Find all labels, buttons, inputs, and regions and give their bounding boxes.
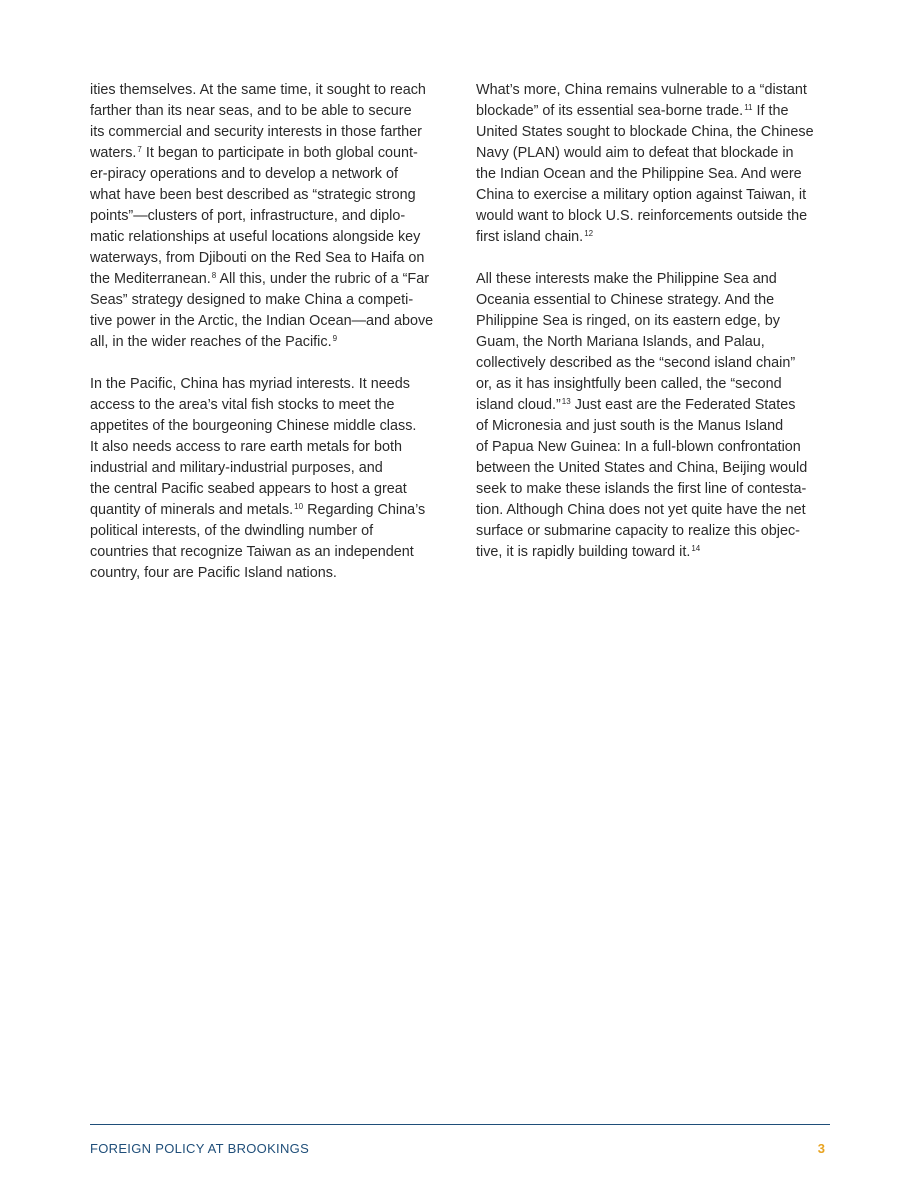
text-line: What’s more, China remains vulnerable to a “distant <box>476 82 807 98</box>
text-line: or, as it has insightfully been called, the “second <box>476 376 782 392</box>
paragraph <box>476 269 832 563</box>
paragraph-gap <box>476 248 832 269</box>
right-column <box>476 80 832 563</box>
text-fragment: Just east are the Federated States <box>570 397 796 413</box>
text-line <box>90 500 446 521</box>
text-line: what have been best described as “strategic strong <box>90 187 416 203</box>
text-fragment: waters. <box>90 145 137 161</box>
text-line: access to the area’s vital fish stocks to meet the <box>90 397 395 413</box>
text-fragment: the Mediterranean. <box>90 271 211 287</box>
text-line <box>90 143 446 164</box>
text-line: China to exercise a military option against Taiwan, it <box>476 187 807 203</box>
text-line: political interests, of the dwindling number of <box>90 523 374 539</box>
text-line: would want to block U.S. reinforcements outside the <box>476 208 808 224</box>
text-line: It also needs access to rare earth metals for both <box>90 439 402 455</box>
text-fragment: first island chain. <box>476 229 584 245</box>
text-line: matic relationships at useful locations alongside key <box>90 229 421 245</box>
text-line: United States sought to blockade China, the Chinese <box>476 124 814 140</box>
text-line: of Micronesia and just south is the Manus Island <box>476 418 784 434</box>
footer-divider <box>90 1124 830 1125</box>
text-fragment: blockade” of its essential sea-borne trade. <box>476 103 744 119</box>
footnote-ref: 10 <box>294 502 304 511</box>
footnote-ref: 11 <box>744 103 753 112</box>
text-line: tion. Although China does not yet quite have the net <box>476 502 806 518</box>
left-column <box>90 80 446 584</box>
text-line: Oceania essential to Chinese strategy. And the <box>476 292 775 308</box>
text-line: points”—clusters of port, infrastructure, and diplo- <box>90 208 406 224</box>
text-fragment: all, in the wider reaches of the Pacific. <box>90 334 332 350</box>
text-line: countries that recognize Taiwan as an independent <box>90 544 414 560</box>
text-line: between the United States and China, Beijing would <box>476 460 808 476</box>
paragraph <box>90 80 446 353</box>
text-line: ities themselves. At the same time, it sought to reach <box>90 82 426 98</box>
text-line <box>476 395 832 416</box>
text-line: industrial and military-industrial purposes, and <box>90 460 383 476</box>
text-line: Navy (PLAN) would aim to defeat that blockade in <box>476 145 794 161</box>
text-line <box>90 332 446 353</box>
text-line: Guam, the North Mariana Islands, and Palau, <box>476 334 765 350</box>
text-line: of Papua New Guinea: In a full-blown confrontation <box>476 439 801 455</box>
text-fragment: If the <box>752 103 789 119</box>
text-line: All these interests make the Philippine Sea and <box>476 271 777 287</box>
paragraph <box>476 80 832 248</box>
footnote-ref: 13 <box>561 397 571 406</box>
text-line: tive power in the Arctic, the Indian Ocean—and above <box>90 313 434 329</box>
text-line <box>90 269 446 290</box>
text-line: collectively described as the “second island chain” <box>476 355 796 371</box>
text-line <box>476 542 832 563</box>
footer-publication-label: FOREIGN POLICY AT BROOKINGS <box>90 1141 310 1156</box>
text-line: er-piracy operations and to develop a network of <box>90 166 398 182</box>
paragraph-gap <box>90 353 446 374</box>
text-line: waterways, from Djibouti on the Red Sea to Haifa on <box>90 250 425 266</box>
text-line: the central Pacific seabed appears to host a great <box>90 481 407 497</box>
text-fragment: tive, it is rapidly building toward it. <box>476 544 691 560</box>
footnote-ref: 9 <box>332 334 338 343</box>
text-line: In the Pacific, China has myriad interests. It needs <box>90 376 410 392</box>
text-line: Philippine Sea is ringed, on its eastern edge, by <box>476 313 780 329</box>
text-line: its commercial and security interests in those farther <box>90 124 422 140</box>
paragraph <box>90 374 446 584</box>
text-line: the Indian Ocean and the Philippine Sea. And were <box>476 166 802 182</box>
footnote-ref: 7 <box>137 145 142 154</box>
footnote-ref: 12 <box>584 229 594 238</box>
text-line: country, four are Pacific Island nations. <box>90 565 337 581</box>
page-number: 3 <box>817 1141 825 1156</box>
text-fragment: Regarding China’s <box>303 502 426 518</box>
text-line <box>476 227 832 248</box>
text-line: seek to make these islands the first line of contesta- <box>476 481 807 497</box>
footnote-ref: 8 <box>211 271 217 280</box>
text-line: surface or submarine capacity to realize this objec- <box>476 523 800 539</box>
text-line <box>476 101 832 122</box>
text-fragment: All this, under the rubric of a “Far <box>216 271 430 287</box>
text-line: Seas” strategy designed to make China a competi- <box>90 292 414 308</box>
text-line: appetites of the bourgeoning Chinese middle class. <box>90 418 417 434</box>
text-fragment: It began to participate in both global count- <box>141 145 418 161</box>
text-line: farther than its near seas, and to be able to secure <box>90 103 412 119</box>
footnote-ref: 14 <box>691 544 701 553</box>
text-fragment: quantity of minerals and metals. <box>90 502 294 518</box>
text-fragment: island cloud.” <box>476 397 561 413</box>
